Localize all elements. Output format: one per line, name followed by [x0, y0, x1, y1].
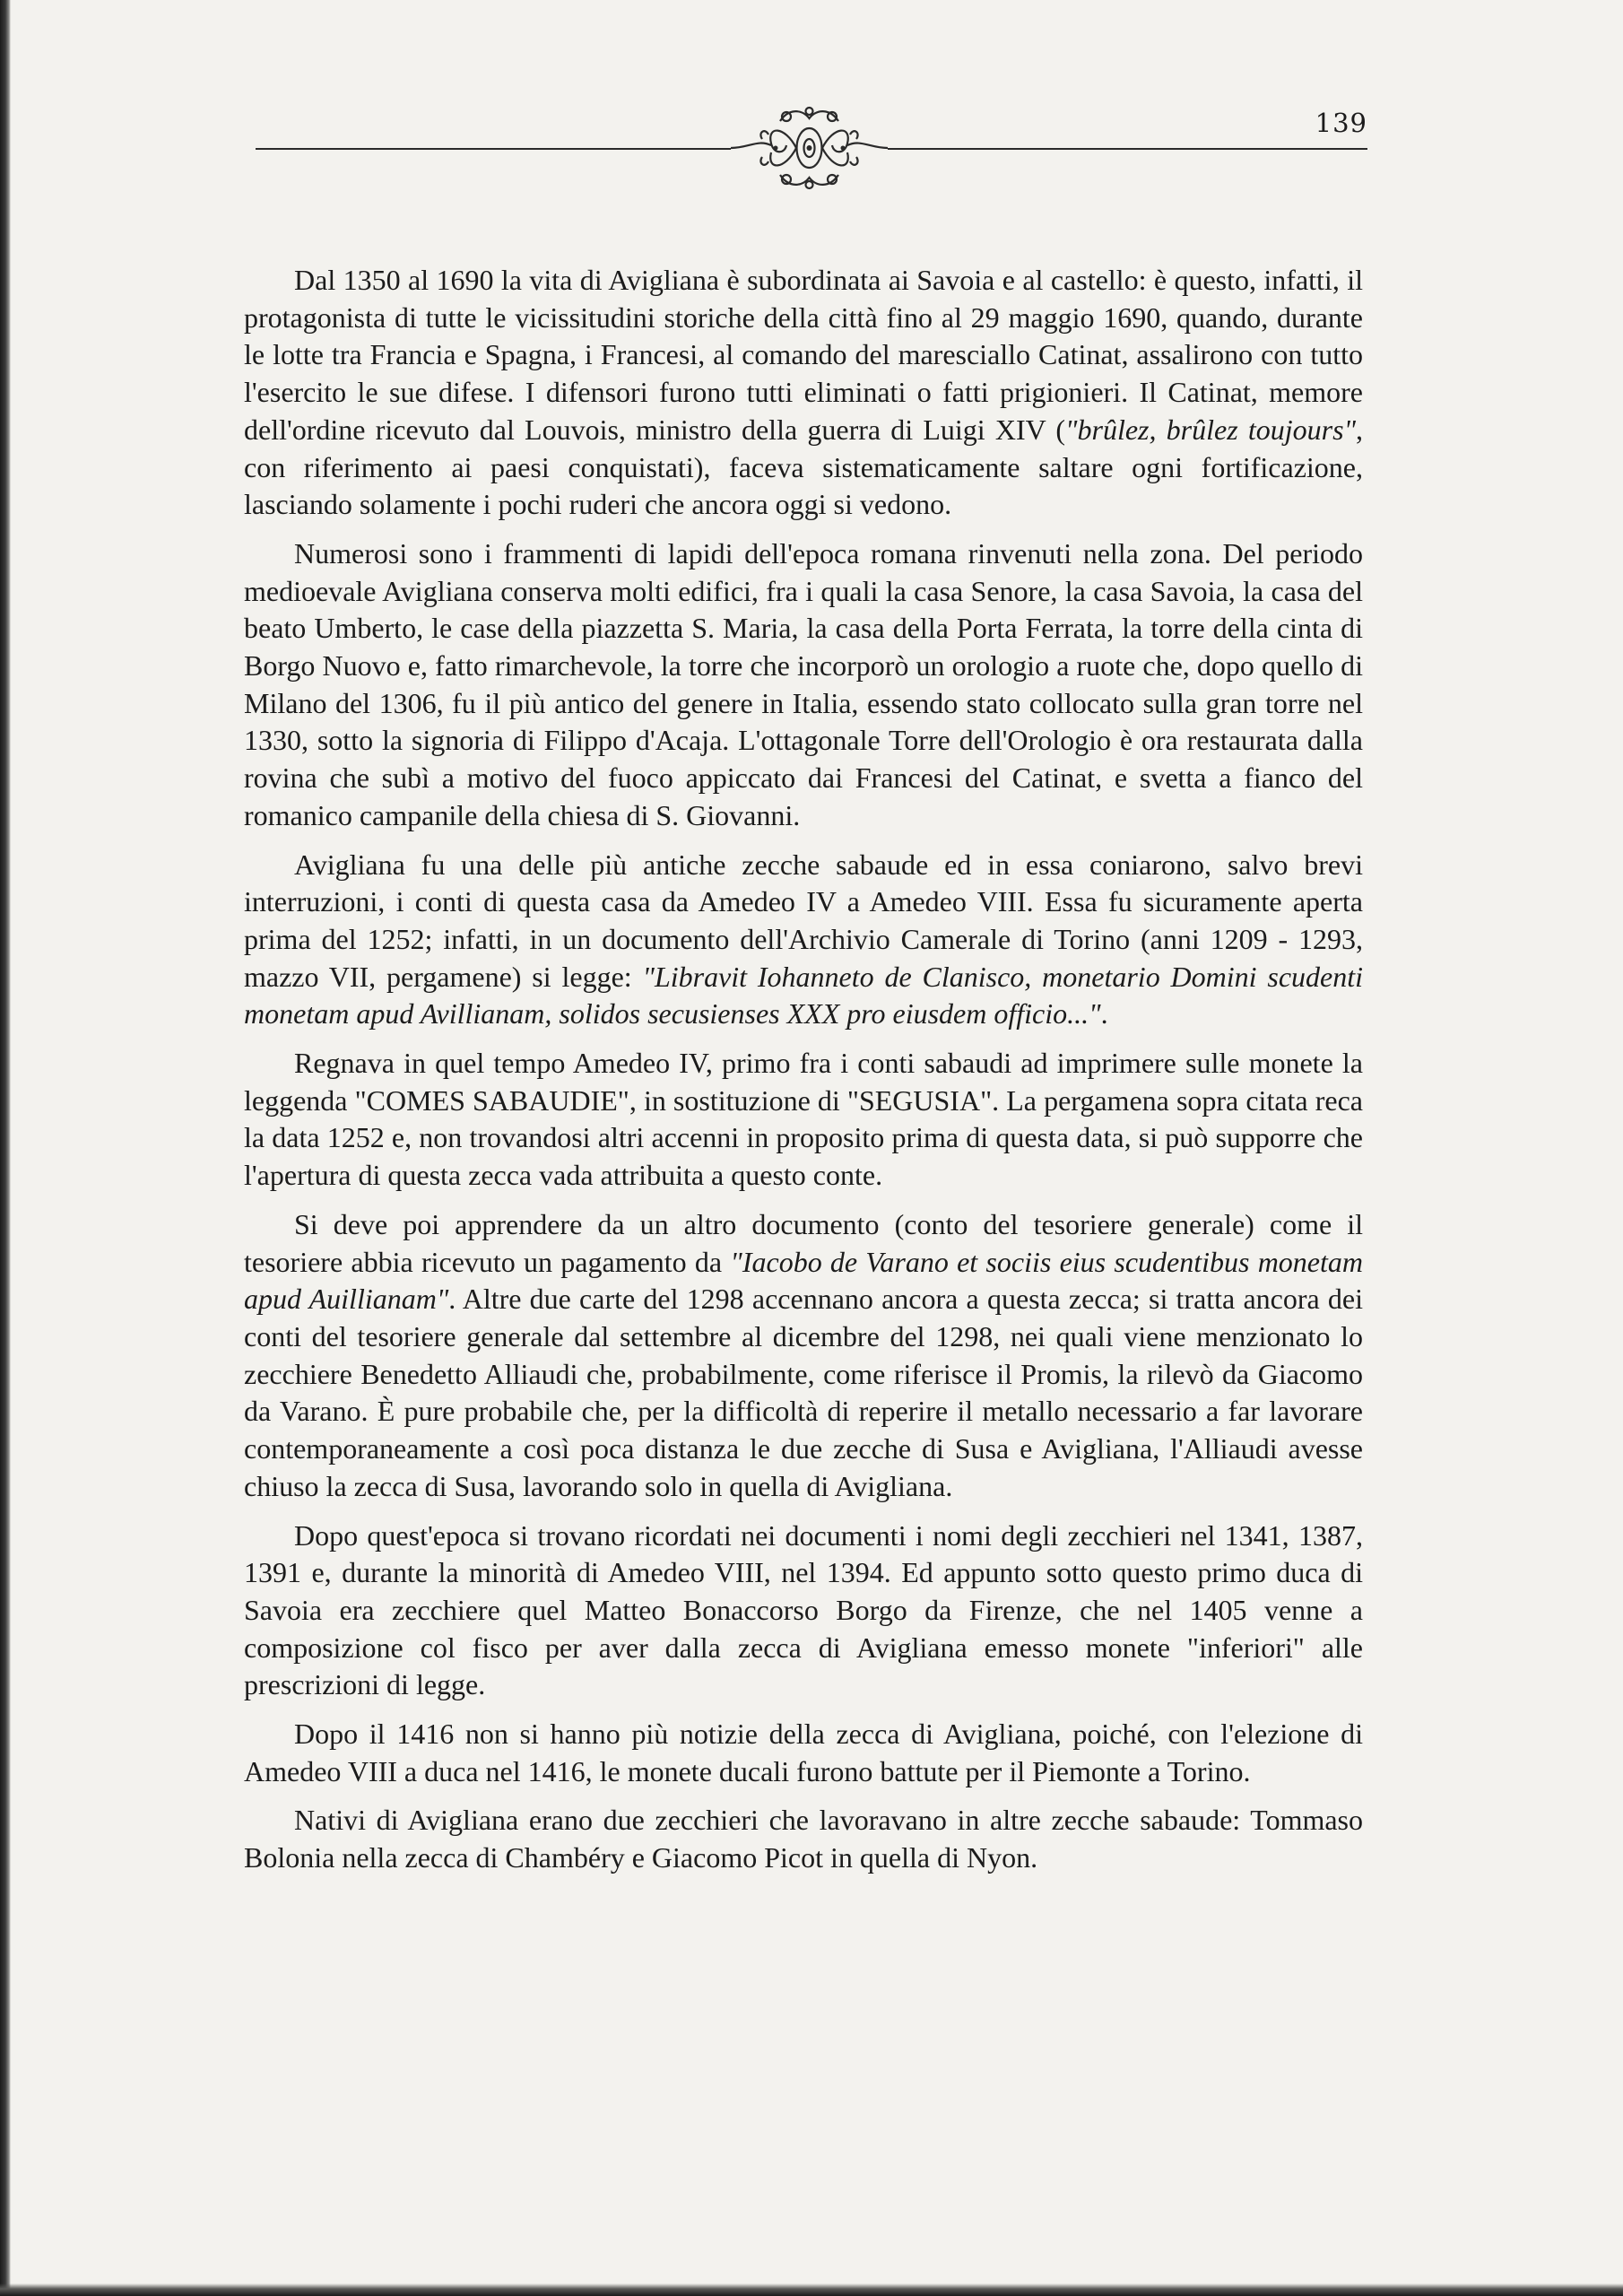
text-run: . Altre due carte del 1298 accennano ancora a questa zecca; si tratta ancora dei conti del tesoriere generale dal settembre al dicembre del 1298, nei quali viene menzionato lo zecchiere Benedetto Alliaudi che, probabilmente, come riferisce il Promis, la rilevò da Giacomo da Varano. È pure probabile che, per la difficoltà di reperire il metallo necessario a far lavorare contemporaneamente a così poca distanza le due zecche di Susa e Avigliana, l'Alliaudi avesse chiuso la zecca di Susa, lavorando solo in quella di Avigliana. — [244, 1283, 1364, 1502]
body-text — [244, 262, 1363, 1889]
scan-left-edge — [0, 0, 11, 2296]
text-run: Regnava in quel tempo Amedeo IV, primo fra i conti sabaudi ad imprimere sulle monete la leggenda "COMES SABAUDIE", in sostituzione di "SEGUSIA". La pergamena sopra citata reca la data 1252 e, non trovandosi altri accenni in proposito prima di questa data, si può supporre che l'apertura di questa zecca vada attribuita a questo conte. — [244, 1047, 1363, 1192]
page-header — [256, 99, 1367, 197]
header-rule-left — [256, 148, 731, 150]
paragraph — [244, 1802, 1363, 1876]
italic-quotation: "brûlez, brûlez toujours" — [1065, 413, 1357, 446]
ornament-icon — [731, 99, 888, 197]
text-run: , con riferimento ai paesi conquistati), faceva sistematicamente saltare ogni fortificazione, lasciando solamente i pochi ruderi che ancora oggi si vedono. — [244, 413, 1364, 521]
text-run: Avigliana fu una delle più antiche zecche sabaude ed in essa coniarono, salvo brevi interruzioni, i conti di questa casa da Amedeo IV a Amedeo VIII. Essa fu sicuramente aperta prima del 1252; infatti, in un documento dell'Archivio Camerale di Torino (anni 1209 - 1293, mazzo VII, pergamene) si legge: — [244, 848, 1363, 993]
paragraph — [244, 1518, 1363, 1705]
scan-bottom-edge — [0, 2283, 1623, 2296]
text-run: . — [1100, 997, 1108, 1031]
text-run: Dopo il 1416 non si hanno più notizie della zecca di Avigliana, poiché, con l'elezione di Amedeo VIII a duca nel 1416, le monete ducali furono battute per il Piemonte a Torino. — [244, 1718, 1363, 1787]
italic-quotation: "Libravit Iohanneto de Clanisco, monetario Domini scudenti monetam apud Avillianam, solidos secusienses XXX pro eiusdem officio..." — [244, 960, 1364, 1031]
text-run: Si deve poi apprendere da un altro documento (conto del tesoriere generale) come il tesoriere abbia ricevuto un pagamento da — [244, 1207, 1363, 1278]
text-run: Dopo quest'epoca si trovano ricordati nei documenti i nomi degli zecchieri nel 1341, 1387, 1391 e, durante la minorità di Amedeo VIII, nel 1394. Ed appunto sotto questo primo duca di Savoia era zecchiere quel Matteo Bonaccorso Borgo da Firenze, che nel 1405 venne a composizione col fisco per aver dalla zecca di Avigliana emesso monete "inferiori" alle prescrizioni di legge. — [244, 1518, 1363, 1701]
text-run: Nativi di Avigliana erano due zecchieri che lavoravano in altre zecche sabaude: Tommaso Bolonia nella zecca di Chambéry e Giacomo Picot in quella di Nyon. — [244, 1804, 1363, 1874]
paragraph — [244, 535, 1363, 835]
paragraph — [244, 1206, 1363, 1506]
italic-quotation: "Iacobo de Varano et sociis eius scudentibus monetam apud Auillianam" — [244, 1245, 1364, 1316]
paragraph — [244, 1045, 1363, 1195]
page-number: 139 — [1315, 108, 1367, 138]
text-run: Dal 1350 al 1690 la vita di Avigliana è subordinata ai Savoia e al castello: è questo, infatti, il protagonista di tutte le vicissitudini storiche della città fino al 29 maggio 1690, quando, durante le lotte tra Francia e Spagna, i Francesi, al comando del maresciallo Catinat, assalirono con tutto l'esercito le sue difese. I difensori furono tutti eliminati o fatti prigionieri. Il Catinat, memore dell'ordine ricevuto dal Louvois, ministro della guerra di Luigi XIV ( — [244, 264, 1363, 446]
paragraph — [244, 847, 1363, 1034]
paragraph — [244, 1716, 1363, 1790]
paragraph — [244, 262, 1363, 524]
header-rule-right — [888, 148, 1367, 150]
text-run: Numerosi sono i frammenti di lapidi dell'epoca romana rinvenuti nella zona. Del periodo medioevale Avigliana conserva molti edifici, fra i quali la casa Senore, la casa Savoia, la casa del beato Umberto, le case della piazzetta S. Maria, la casa della Porta Ferrata, la torre della cinta di Borgo Nuovo e, fatto rimarchevole, la torre che incorporò un orologio a ruote che, dopo quello di Milano del 1306, fu il più antico del genere in Italia, essendo stato collocato sulla gran torre nel 1330, sotto la signoria di Filippo d'Acaja. L'ottagonale Torre dell'Orologio è ora restaurata dalla rovina che subì a motivo del fuoco appiccato dai Francesi del Catinat, e svetta a fianco del romanico campanile della chiesa di S. Giovanni. — [244, 536, 1363, 831]
